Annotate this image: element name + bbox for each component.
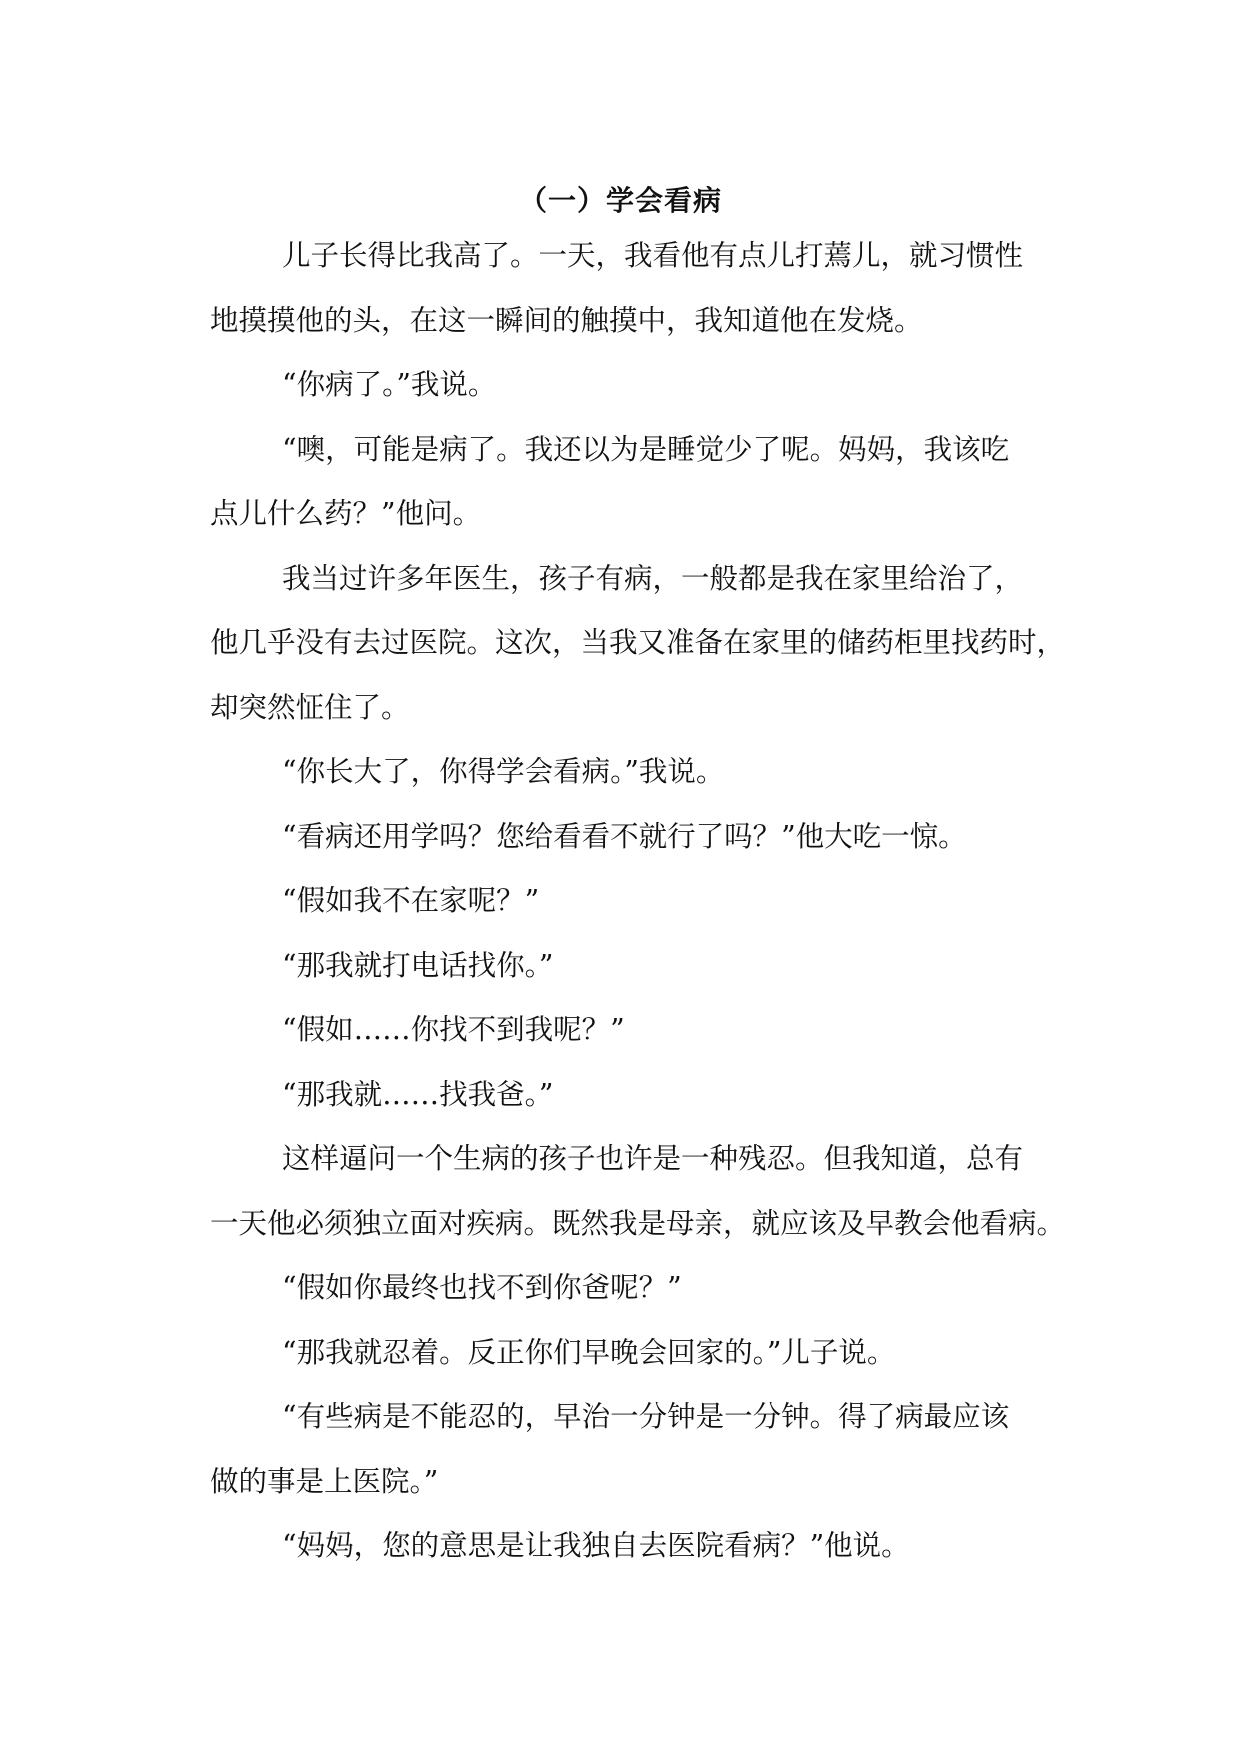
page-title: （一）学会看病 [518, 183, 722, 217]
paragraph-line: “看病还用学吗？您给看看不就行了吗？”他大吃一惊。 [282, 819, 967, 853]
paragraph-4 [210, 547, 1066, 741]
article-body [210, 224, 1066, 1579]
paragraph-2 [210, 353, 1050, 418]
paragraph-13 [210, 1321, 1050, 1386]
paragraph-9 [210, 998, 1050, 1063]
paragraph-15 [210, 1514, 1050, 1579]
paragraph-11 [210, 1127, 1066, 1256]
paragraph-5 [210, 740, 1050, 805]
paragraph-10 [210, 1063, 1050, 1128]
paragraph-line: “有些病是不能忍的，早治一分钟是一分钟。得了病最应该 [282, 1400, 1010, 1433]
paragraph-7 [210, 869, 1050, 934]
paragraph-3 [210, 418, 1050, 547]
paragraph-line: 却突然怔住了。 [210, 690, 410, 724]
paragraph-line: “那我就……找我爸。” [282, 1077, 554, 1111]
paragraph-line: 做的事是上医院。” [210, 1464, 439, 1498]
paragraph-line: 我当过许多年医生，孩子有病，一般都是我在家里给治了， [282, 561, 1024, 595]
paragraph-line: “那我就忍着。反正你们早晚会回家的。”儿子说。 [282, 1335, 896, 1369]
paragraph-line: “假如我不在家呢？” [282, 884, 540, 917]
paragraph-6 [210, 805, 1050, 870]
paragraph-line: 点儿什么药？”他问。 [210, 497, 482, 530]
paragraph-line: “你长大了，你得学会看病。”我说。 [282, 755, 725, 788]
paragraph-line: 这样逼问一个生病的孩子也许是一种残忍。但我知道，总有 [282, 1142, 1024, 1175]
paragraph-12 [210, 1256, 1050, 1321]
paragraph-line: “假如你最终也找不到你爸呢？” [282, 1271, 682, 1304]
paragraph-line: 一天他必须独立面对疾病。既然我是母亲，就应该及早教会他看病。 [210, 1206, 1066, 1240]
paragraph-line: “噢，可能是病了。我还以为是睡觉少了呢。妈妈，我该吃 [282, 432, 1010, 466]
paragraph-line: “假如……你找不到我呢？” [282, 1013, 625, 1046]
paragraph-14 [210, 1385, 1050, 1514]
paragraph-1 [210, 224, 1050, 353]
paragraph-8 [210, 934, 1050, 999]
paragraph-line: “那我就打电话找你。” [282, 948, 554, 982]
paragraph-line: 他几乎没有去过医院。这次，当我又准备在家里的储药柜里找药时， [210, 626, 1066, 659]
paragraph-line: 儿子长得比我高了。一天，我看他有点儿打蔫儿，就习惯性 [282, 239, 1024, 272]
paragraph-line: “你病了。”我说。 [282, 368, 497, 401]
paragraph-line: “妈妈，您的意思是让我独自去医院看病？”他说。 [282, 1529, 910, 1562]
paragraph-line: 地摸摸他的头，在这一瞬间的触摸中，我知道他在发烧。 [210, 303, 923, 337]
